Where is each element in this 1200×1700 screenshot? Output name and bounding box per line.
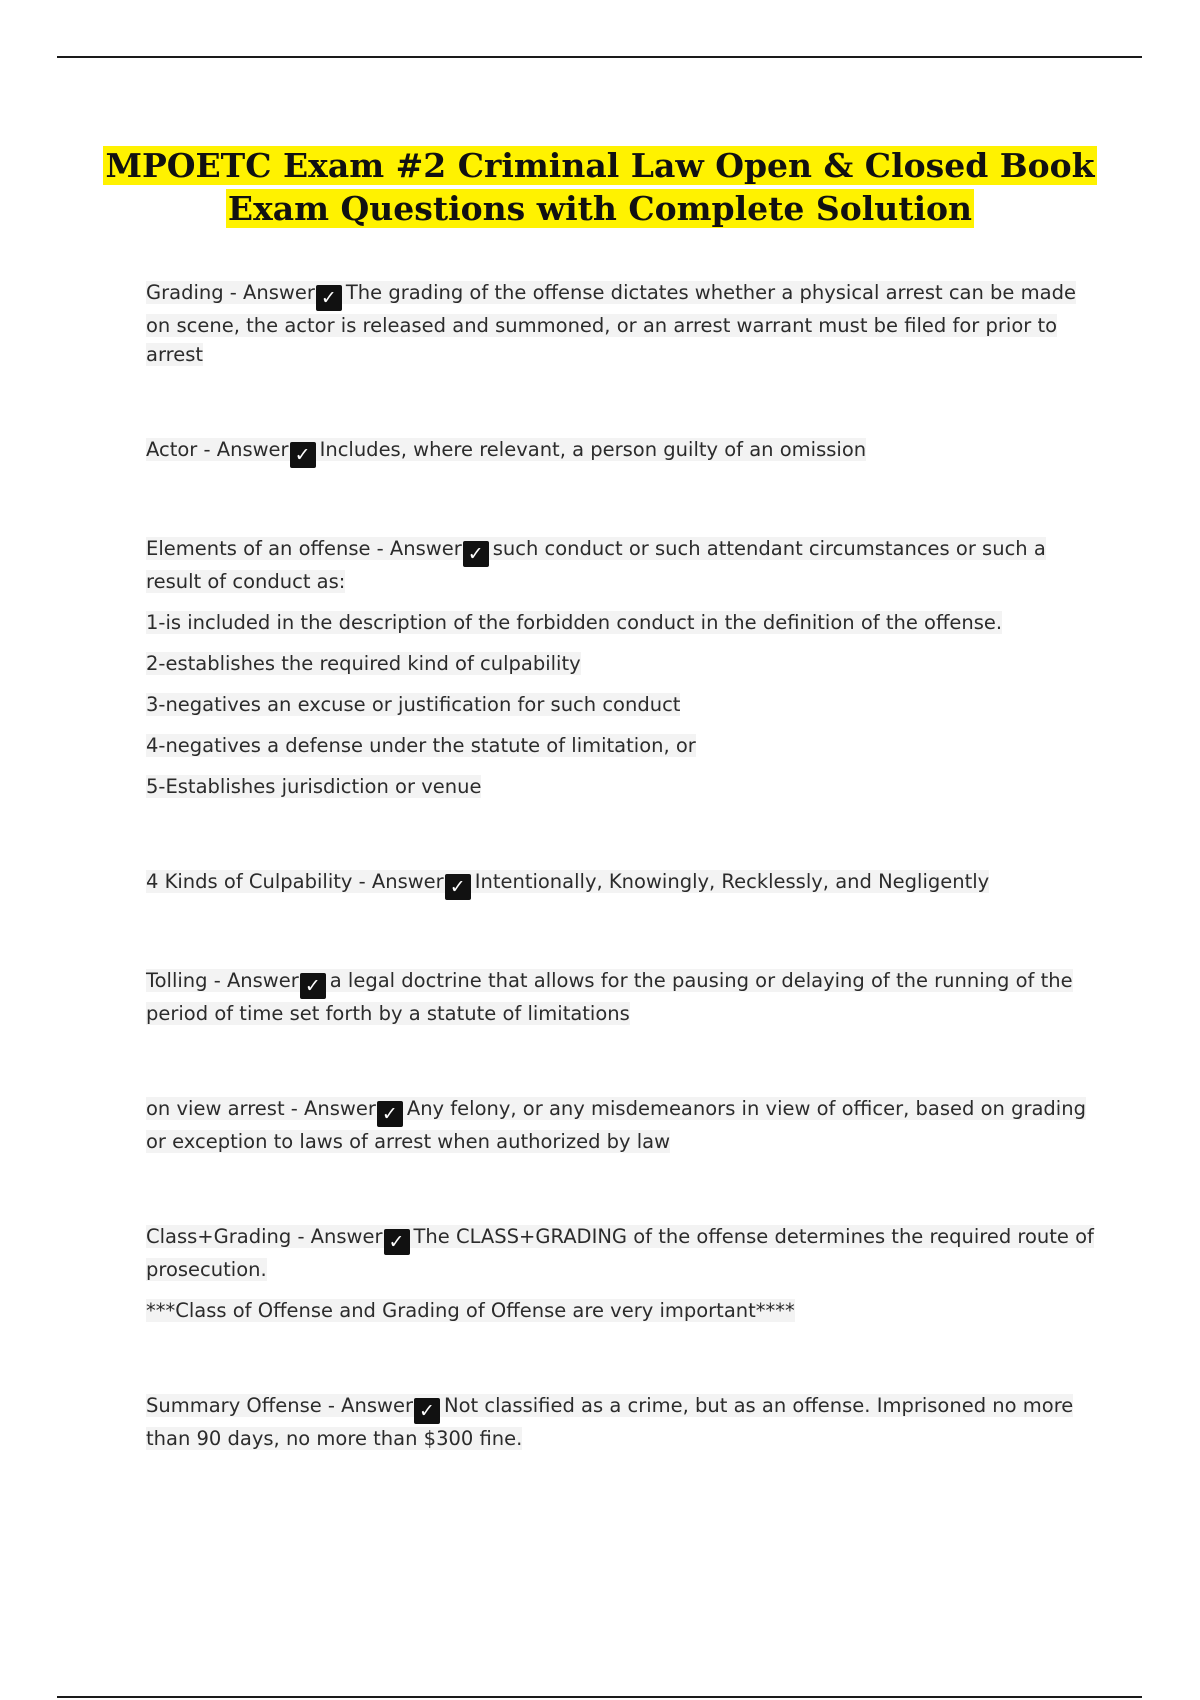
entry-term: Grading - Answer (146, 281, 315, 304)
entry-term: 4 Kinds of Culpability - Answer (146, 870, 444, 893)
qa-entry-summary-offense (146, 1391, 1096, 1453)
entry-answer: Includes, where relevant, a person guilty of an omission (319, 438, 867, 461)
entry-term: Actor - Answer (146, 438, 289, 461)
entry-answer: such conduct or such attendant circumstances or such a result of conduct as: (146, 537, 1046, 593)
qa-entry-on-view-arrest (146, 1094, 1096, 1156)
entry-term: Elements of an offense - Answer (146, 537, 462, 560)
entry-answer: The grading of the offense dictates whether a physical arrest can be made on scene, the actor is released and summoned, or an arrest warrant must be filed for prior to arrest (146, 281, 1076, 366)
checkmark-icon: ✓ (290, 442, 316, 468)
bottom-rule (57, 1696, 1142, 1698)
page-title (60, 144, 1140, 230)
title-line-2: Exam Questions with Complete Solution (227, 189, 973, 228)
entry-answer: a legal doctrine that allows for the pausing or delaying of the running of the period of time set forth by a statute of limitations (146, 969, 1073, 1025)
qa-entry-class-grading (146, 1222, 1096, 1325)
qa-entry-kinds-of-culpability (146, 867, 1096, 900)
entry-term: Class+Grading - Answer (146, 1225, 383, 1248)
qa-entry-elements-of-offense (146, 534, 1096, 801)
checkmark-icon: ✓ (316, 285, 342, 311)
list-item: 5-Establishes jurisdiction or venue (146, 775, 482, 798)
entry-answer: Not classified as a crime, but as an offense. Imprisoned no more than 90 days, no more than $300 fine. (146, 1394, 1074, 1450)
entry-answer: The CLASS+GRADING of the offense determines the required route of prosecution. (146, 1225, 1094, 1281)
note-text: ***Class of Offense and Grading of Offense are very important**** (146, 1299, 795, 1322)
entry-term: Tolling - Answer (146, 969, 299, 992)
checkmark-icon: ✓ (300, 973, 326, 999)
list-item: 4-negatives a defense under the statute of limitation, or (146, 734, 696, 757)
list-item: 1-is included in the description of the forbidden conduct in the definition of the offense. (146, 611, 1003, 634)
list-item: 3-negatives an excuse or justification for such conduct (146, 693, 681, 716)
title-line-1: MPOETC Exam #2 Criminal Law Open & Closed Book (105, 146, 1095, 185)
checkmark-icon: ✓ (445, 874, 471, 900)
qa-entry-grading (146, 278, 1096, 369)
qa-list (146, 278, 1096, 1453)
qa-entry-actor (146, 435, 1096, 468)
qa-entry-tolling (146, 966, 1096, 1028)
list-item: 2-establishes the required kind of culpability (146, 652, 581, 675)
checkmark-icon: ✓ (463, 541, 489, 567)
checkmark-icon: ✓ (414, 1398, 440, 1424)
top-rule (57, 56, 1142, 58)
checkmark-icon: ✓ (377, 1101, 403, 1127)
entry-answer: Any felony, or any misdemeanors in view of officer, based on grading or exception to laws of arrest when authorized by law (146, 1097, 1086, 1153)
entry-answer: Intentionally, Knowingly, Recklessly, and Negligently (474, 870, 990, 893)
entry-term: Summary Offense - Answer (146, 1394, 413, 1417)
entry-term: on view arrest - Answer (146, 1097, 376, 1120)
checkmark-icon: ✓ (384, 1229, 410, 1255)
